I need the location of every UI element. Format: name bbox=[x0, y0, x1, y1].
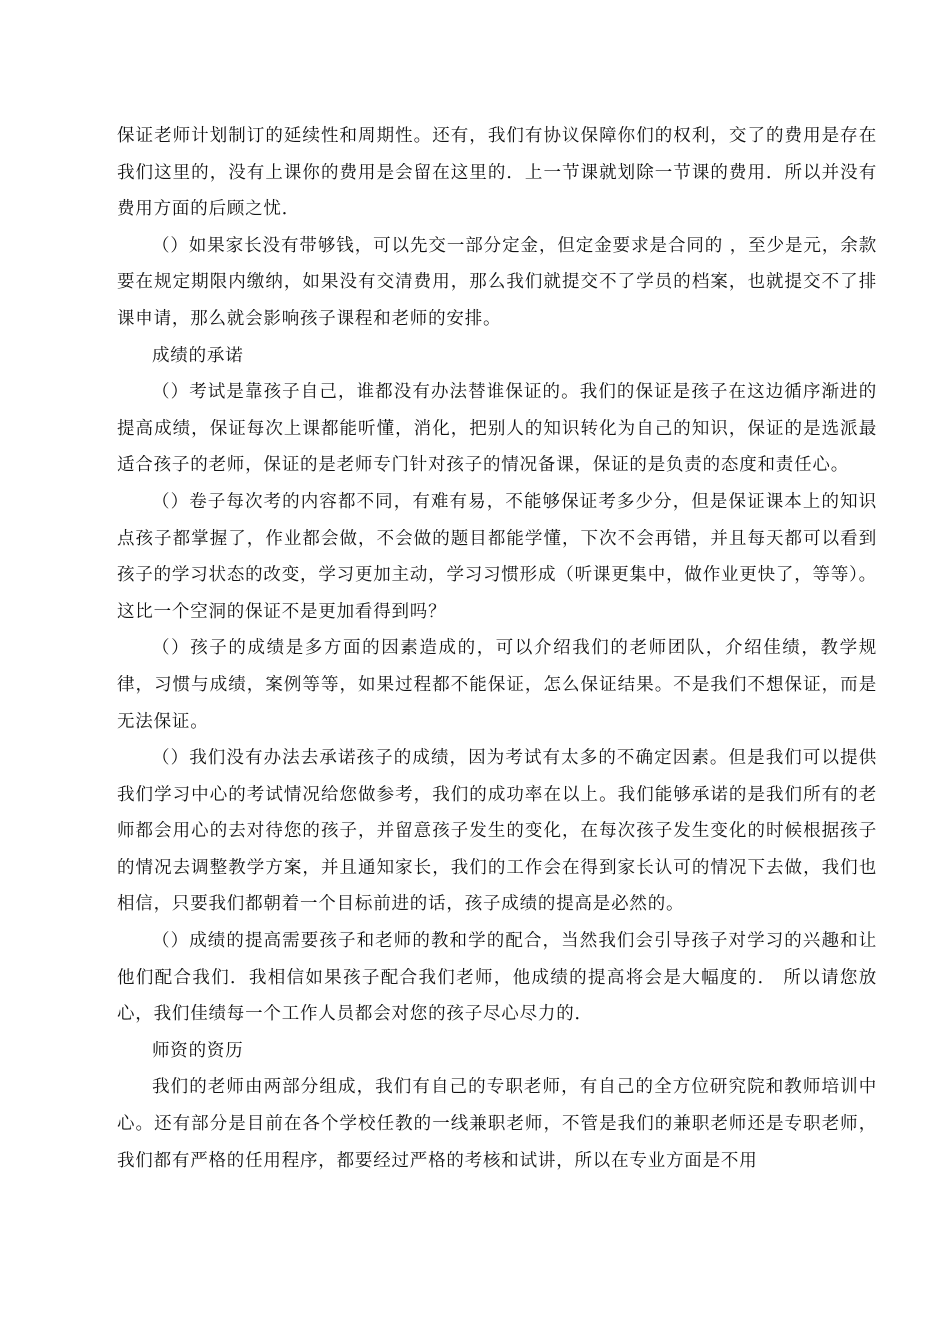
paragraph-grade-4: （）我们没有办法去承诺孩子的成绩，因为考试有太多的不确定因素。但是我们可以提供我们学习中心的考试情况给您做参考，我们的成功率在以上。我们能够承诺的是我们所有的老师都会用心的去对待您的孩子，并留意孩子发生的变化，在每次孩子发生变化的时候根据孩子的情况去调整教学方案，并且通知家长，我们的工作会在得到家长认可的情况下去做，我们也相信，只要我们都朝着一个目标前进的话，孩子成绩的提高是必然的。 bbox=[117, 748, 877, 915]
paragraph-grade-3: （）孩子的成绩是多方面的因素造成的，可以介绍我们的老师团队，介绍佳绩，教学规律，习惯与成绩，案例等等，如果过程都不能保证，怎么保证结果。不是我们不想保证，而是无法保证。 bbox=[117, 638, 877, 732]
section-heading-grade-promise: 成绩的承诺 bbox=[152, 345, 244, 366]
paragraph-grade-1: （）考试是靠孩子自己，谁都没有办法替谁保证的。我们的保证是孩子在这边循序渐进的提高成绩，保证每次上课都能听懂，消化，把别人的知识转化为自己的知识，保证的是选派最适合孩子的老师，保证的是老师专门针对孩子的情况备课，保证的是负责的态度和责任心。 bbox=[117, 382, 877, 476]
paragraph-fee-continuity: 保证老师计划制订的延续性和周期性。还有，我们有协议保障你们的权利，交了的费用是存在我们这里的，没有上课你的费用是会留在这里的．上一节课就划除一节课的费用．所以并没有费用方面的后顾之忧． bbox=[117, 126, 877, 220]
paragraph-grade-5: （）成绩的提高需要孩子和老师的教和学的配合，当然我们会引导孩子对学习的兴趣和让他们配合我们．我相信如果孩子配合我们老师，他成绩的提高将会是大幅度的． 所以请您放心，我们佳绩每一个工作人员都会对您的孩子尽心尽力的． bbox=[117, 931, 877, 1025]
paragraph-deposit: （）如果家长没有带够钱，可以先交一部分定金，但定金要求是合同的 ，至少是元，余款要在规定期限内缴纳，如果没有交清费用，那么我们就提交不了学员的档案，也就提交不了排课申请，那么就会影响孩子课程和老师的安排。 bbox=[117, 235, 877, 329]
paragraph-teachers: 我们的老师由两部分组成，我们有自己的专职老师，有自己的全方位研究院和教师培训中心。还有部分是目前在各个学校任教的一线兼职老师，不管是我们的兼职老师还是专职老师，我们都有严格的任用程序，都要经过严格的考核和试讲，所以在专业方面是不用 bbox=[117, 1077, 877, 1171]
document-body bbox=[117, 118, 877, 1179]
paragraph-grade-2: （）卷子每次考的内容都不同，有难有易，不能够保证考多少分，但是保证课本上的知识点孩子都掌握了，作业都会做，不会做的题目都能学懂，下次不会再错，并且每天都可以看到孩子的学习状态的改变，学习更加主动，学习习惯形成（听课更集中，做作业更快了，等等）。这比一个空洞的保证不是更加看得到吗？ bbox=[117, 491, 877, 622]
section-heading-teacher-qualifications: 师资的资历 bbox=[152, 1040, 244, 1061]
